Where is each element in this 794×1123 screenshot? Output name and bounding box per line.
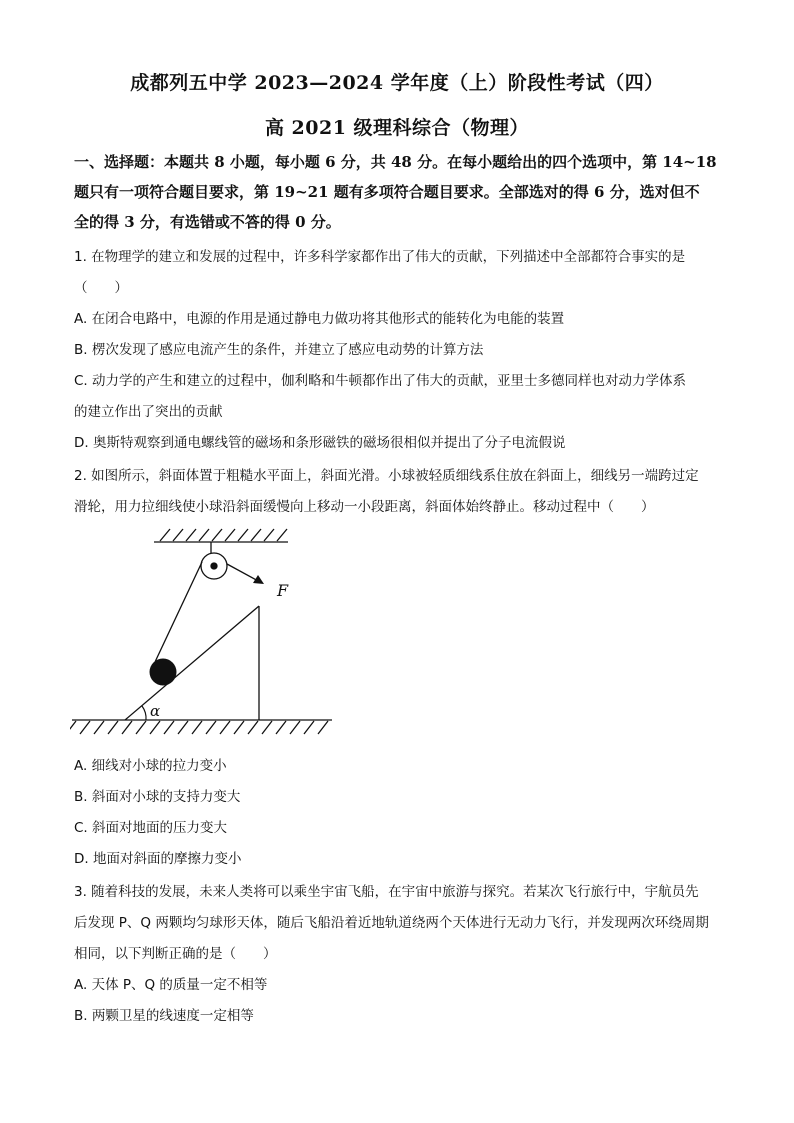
q1-option-b: B. 楞次发现了感应电流产生的条件，并建立了感应电动势的计算方法: [74, 342, 484, 358]
q2-stem-line-2: 滑轮，用力拉细线使小球沿斜面缓慢向上移动一小段距离，斜面体始终静止。移动过程中（ ）: [74, 499, 655, 515]
force-arrow: [227, 564, 264, 584]
string: [155, 562, 202, 662]
incline-block: [125, 606, 259, 720]
q1-stem-line-1: 1. 在物理学的建立和发展的过程中，许多科学家都作出了伟大的贡献，下列描述中全部都符合事实的是: [74, 249, 686, 265]
pulley: [201, 542, 227, 579]
exam-title: 成都列五中学 2023—2024 学年度（上）阶段性考试（四）: [130, 72, 664, 94]
angle-arc: [142, 706, 146, 720]
q3-stem-line-3: 相同，以下判断正确的是（ ）: [74, 946, 277, 962]
section-line-3: 全的得 3 分，有选错或不答的得 0 分。: [74, 213, 341, 231]
q2-option-c: C. 斜面对地面的压力变大: [74, 820, 228, 836]
force-label: F: [277, 581, 289, 600]
q3-option-b: B. 两颗卫星的线速度一定相等: [74, 1008, 254, 1024]
q1-option-a: A. 在闭合电路中，电源的作用是通过静电力做功将其他形式的能转化为电能的装置: [74, 311, 565, 327]
q1-option-d: D. 奥斯特观察到通电螺线管的磁场和条形磁铁的磁场很相似并提出了分子电流假说: [74, 435, 566, 451]
q2-option-d: D. 地面对斜面的摩擦力变小: [74, 851, 242, 867]
q3-stem-line-1: 3. 随着科技的发展，未来人类将可以乘坐宇宙飞船，在宇宙中旅游与探究。若某次飞行旅行中，宇航员先: [74, 884, 699, 900]
q2-stem-line-1: 2. 如图所示，斜面体置于粗糙水平面上，斜面光滑。小球被轻质细线系住放在斜面上，细线另一端跨过定: [74, 468, 699, 484]
q1-option-c-line-2: 的建立作出了突出的贡献: [74, 404, 223, 420]
q2-option-a: A. 细线对小球的拉力变小: [74, 758, 227, 774]
q1-stem-line-2: （ ）: [74, 280, 128, 296]
exam-subtitle: 高 2021 级理科综合（物理）: [264, 117, 530, 139]
q1-option-c-line-1: C. 动力学的产生和建立的过程中，伽利略和牛顿都作出了伟大的贡献，亚里士多德同样也对动力学体系: [74, 373, 687, 389]
ground: [70, 720, 332, 734]
q2-option-b: B. 斜面对小球的支持力变大: [74, 789, 241, 805]
q3-stem-line-2: 后发现 P、Q 两颗均匀球形天体，随后飞船沿着近地轨道绕两个天体进行无动力飞行，并发现两次环绕周期: [74, 915, 709, 931]
section-line-2: 题只有一项符合题目要求，第 19~21 题有多项符合题目要求。全部选对的得 6 分，选对但不: [74, 183, 700, 201]
ball: [150, 659, 177, 686]
angle-label: α: [150, 702, 161, 720]
q3-option-a: A. 天体 P、Q 的质量一定不相等: [74, 977, 268, 993]
section-line-1: 一、选择题：本题共 8 小题，每小题 6 分，共 48 分。在每小题给出的四个选项中，第 14~18: [74, 153, 717, 171]
ceiling: [154, 529, 288, 542]
q2-figure: [70, 520, 340, 742]
